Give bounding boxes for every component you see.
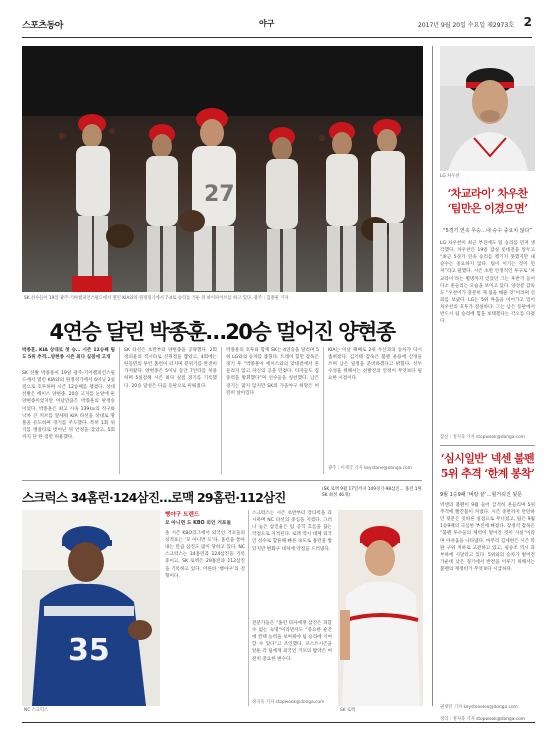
second-story-headline: 스크럭스 34홈런·124삼진…로맥 29홈런·112삼진 xyxy=(22,490,286,505)
sidebar2-byline: 권재민 기자 keystonelee@donga.com xyxy=(440,705,518,710)
second-story-column-3: 전문가들은 “홈런 타자에게 삼진은 피할 수 없는 숙명”이라면서도 “중요한 순간에 컨택 능력을 보여줘야 팀 승리에 기여할 수 있다”고 조언했다. 포스트시즌을 앞둔 각 팀에게 외국인 거포의 활약은 여전히 중요한 변수다. xyxy=(252,621,332,662)
main-story-byline: 광주｜이재국 기자 keystone@donga.com xyxy=(328,466,412,471)
main-story-column-1: SK 선발 박종훈이 19일 광주-기아챔피언스필드에서 열린 KIA와의 원정경기에서 6이닝 2실점으로 호투하며 시즌 12승째를 챙겼다. 상대 선발은 에이스 양현종. 20승 고지를 눈앞에 둔 양현종이었지만 이날만큼은 박종훈의 판정승이었다. 박종훈은 최고 시속 139㎞의 직구와 낙차 큰 커브를 앞세워 KIA 타선을 상대로 땅볼을 유도하며 경기를 주도했다. 특히 1회 위기를 병살타로 벗어난 뒤 안정을 찾았고, 5회까지 단 한 점만 허용했다. xyxy=(22,371,115,440)
second-story-photo-left-caption: NC 스크럭스 xyxy=(24,708,49,713)
sidebar-byline: 잠실｜정지욱 기자 stopwook@donga.com xyxy=(440,435,525,440)
second-story-column-2: 스크럭스는 시즌 초반부터 장타력을 과시하며 NC 타선의 중심을 지켰다. 그러나 높은 삼진율은 팀 공격 흐름을 끊는 약점으로 지적된다. 로맥 역시 대체 외국인 선수로 합류해 빠른 속도로 홈런을 쌓았지만 변화구 대처에 약점을 드러냈다. xyxy=(252,511,332,552)
sidebar-subheadline: “5경기 연속 무승…내 승수 중요치 않다” xyxy=(443,228,532,234)
section-name: 야구 xyxy=(259,19,275,28)
page-bottom-rule xyxy=(22,722,535,723)
sidebar2-headline: ‘심시일반’ 넥센 불펜 5위 추격 ‘한계 봉착’ xyxy=(440,452,535,480)
main-story-column-3: 박종훈의 호투와 함께 SK는 4연승을 달리며 5위 LG와의 승차를 좁혔다. 트레이 힐만 감독은 경기 후 “박종훈이 에이스와의 맞대결에서 흔들리지 않고 자신의 공을 던졌다. 타자들도 집중력을 발휘했다”며 선수들을 칭찬했다. 남은 경기는 많지 않지만 SK의 가을야구 희망은 여전히 살아있다. xyxy=(226,348,319,396)
sidebar-photo xyxy=(440,46,535,171)
section-divider xyxy=(22,480,422,481)
column-rule xyxy=(248,510,249,706)
second-story-photo-right xyxy=(338,510,423,706)
svg-text:27: 27 xyxy=(204,182,235,207)
sidebar-divider xyxy=(440,445,535,446)
column-rule xyxy=(323,347,324,474)
second-story-photo-left xyxy=(22,510,160,706)
column-rule xyxy=(221,347,222,474)
second-story-photo-right-caption: SK 로맥 xyxy=(340,708,356,713)
sidebar2-subheadline: 9월 1승9패 ‘벼랑 끝’…헐거워진 뒷문 xyxy=(440,492,523,498)
second-story-kicker: 뻥야구 트렌드 xyxy=(165,512,200,518)
second-story-lead: (SK 로맥 9월 17일까지 149경기·98삼진… 홈런 1위 SK 최정 46개) xyxy=(322,487,422,499)
main-photo-caption: SK 선수들이 19일 광주-기아챔피언스필드에서 열린 KIA와의 원정경기에서 7-4로 승리를 거둔 뒤 하이파이브를 하고 있다. 광주｜김종원 기자 xyxy=(24,296,289,301)
column-rule xyxy=(119,347,120,474)
second-story-column-1: 올 시즌 KBO리그에서 외국인 거포들의 성적표는 ‘모 아니면 도’다. 홈런을 쏟아내는 만큼 삼진도 많이 당하고 있다. NC 스크럭스는 34홈런과 124삼진을 기록 중이고, SK 로맥은 29홈런과 112삼진을 기록하고 있다. 이른바 ‘뻥야구’의 전형이다. xyxy=(165,531,245,579)
page-number: 2 xyxy=(523,15,532,29)
sidebar2-body: 넥센의 불펜이 9월 들어 급격히 흔들리며 5위 추격에 빨간불이 켜졌다. 시즌 중반까지 탄탄하던 뒷문은 잇따른 실점으로 무너졌고, 팀은 9월 1승9패의 극심한 부진에 빠졌다. 장정석 감독은 “불펜 투수들의 체력이 떨어진 것이 사실”이라며 아쉬움을 나타냈다. 마무리 김세현은 시즌 막판 구위 저하로 고전하고 있고, 필승조 역시 과부하에 시달리고 있다. 5위와의 승차가 벌어진 가운데 남은 경기에서 반전을 이루기 위해서는 불펜의 재정비가 무엇보다 시급하다. xyxy=(440,503,535,572)
main-photo xyxy=(22,46,423,292)
story-headline: 4연승 달린 박종훈…20승 멀어진 양현종 xyxy=(49,320,395,344)
sidebar-photo-caption: LG 차우찬 xyxy=(440,174,460,179)
second-story-subhead: 모 아니면 도 KBO 외인 거포들 xyxy=(165,521,232,526)
newspaper-brand: 스포츠동아 xyxy=(22,21,63,31)
masthead xyxy=(22,14,532,38)
sidebar-rule xyxy=(432,46,433,706)
second-story-byline: 정지욱 기자 stopwook@donga.com xyxy=(252,700,325,705)
main-story-column-4: KIA는 이날 패배로 2위 두산과의 승차가 다시 좁혀졌다. 김기태 감독은 불펜 운용에 신경을 쓰며 남은 일정을 준비하겠다고 밝혔다. 선두 수성을 위해서는 선발진의 안정이 무엇보다 필요한 시점이다. xyxy=(328,348,422,382)
sidebar-headline: ‘차교라이’ 차우찬 ‘팀만은 이겼으면’ xyxy=(447,187,528,215)
main-story-lead: 박종훈, KIA 상대로 첫 승… 시즌 12승째 팀도 5위 추격…양현종 시즌 최다 실점에 고개 xyxy=(22,348,115,361)
main-story-column-2: SK 타선은 초반부터 양현종을 공략했다. 2회 정의윤의 적시타로 선취점을 뽑았고, 4회에는 한동민의 투런 홈런이 터지며 분위기를 완전히 가져왔다. 양현종은 5이닝 동안 7안타를 허용하며 5실점해 시즌 최다 실점 경기를 기록했다. 20승 달성은 다음 등판으로 미뤄졌다. xyxy=(124,348,217,389)
page-bottom-note: 정리｜정지욱 기자 stopwook@donga.com xyxy=(440,717,525,722)
sidebar-body: LG 차우찬이 최근 부진에도 팀 승리를 먼저 생각했다. 차우찬은 19일 잠실 롯데전을 앞두고 “최근 5경기 연속 승리를 챙기지 못했지만 내 승수는 중요하지 않다. 팀이 이기는 것이 먼저”라고 말했다. 시즌 초반 안정적인 투구로 ‘차교라이’라는 별명까지 얻었던 그는 후반기 들어 다소 흔들리는 모습을 보이고 있다. 양상문 감독도 “우찬이가 충분히 제 몫을 해줄 것”이라며 신뢰를 보냈다. LG는 5위 싸움을 이어가고 있어 차우찬의 호투가 절실하다. 그는 남은 등판에서 반드시 팀 승리에 힘을 보태겠다는 각오를 다졌다. xyxy=(440,241,535,325)
issue-date: 2017년 9월 20일 수요일 제2973호 xyxy=(418,22,514,29)
jersey-number-left: 35 xyxy=(68,633,110,668)
